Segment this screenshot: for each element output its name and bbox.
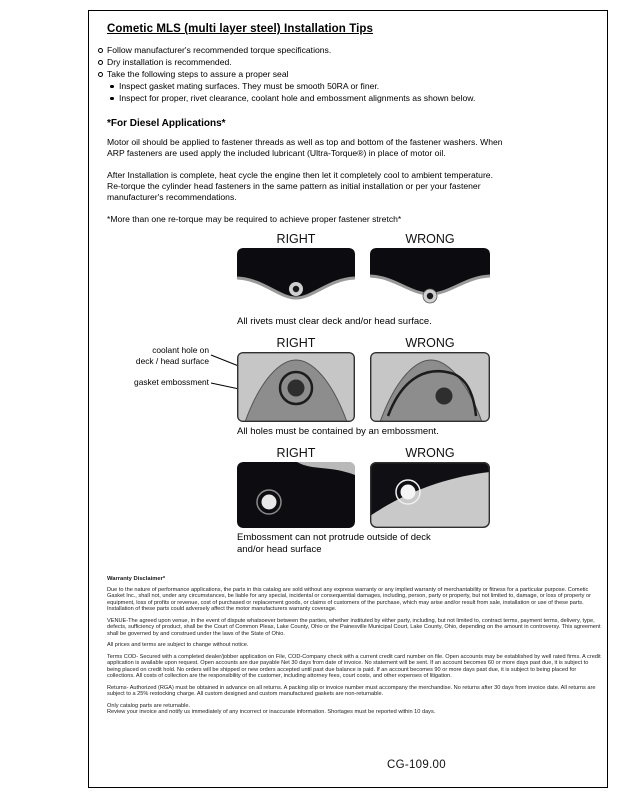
legal-paragraph: VENUE-The agreed upon venue, in the event of dispute whatsoever between the parties, whether instituted by either party, including, but not limited to, contract terms, payment terms, delivery, type, defects, sufficiency of product, shall be the Court of Common Pleas, Lake County, Ohio or the Painesville Municipal Court, Lake County, Ohio, depending on the amount in controversy. This agreement shall be governed by and construed under the laws of the State of Ohio. xyxy=(107,617,601,637)
protrusion-wrong-photo xyxy=(370,462,490,528)
coolant-callout-line2: deck / head surface xyxy=(135,355,209,366)
embossment-wrong-illustration xyxy=(370,352,490,422)
retorque-note: *More than one re-torque may be required to achieve proper fastener stretch* xyxy=(107,214,402,224)
right-label: RIGHT xyxy=(276,446,316,460)
protrusion-right-illustration xyxy=(237,462,355,528)
rivet-right-illustration xyxy=(237,248,355,312)
catalog-page-number: CG-109.00 xyxy=(387,759,446,771)
right-label: RIGHT xyxy=(276,232,316,246)
embossment-caption: All holes must be contained by an embossment. xyxy=(237,426,439,437)
coolant-hole-callout xyxy=(105,345,209,366)
protrusion-right-photo xyxy=(237,462,355,528)
legal-paragraph: All prices and terms are subject to change without notice. xyxy=(107,642,249,648)
wrong-label: WRONG xyxy=(405,336,455,350)
embossment-right-illustration xyxy=(237,352,355,422)
coolant-callout-line1: coolant hole on xyxy=(152,345,209,355)
gasket-embossment-callout: gasket embossment xyxy=(134,377,209,387)
rivet-wrong-illustration xyxy=(370,248,490,312)
tip-text: Inspect gasket mating surfaces. They must be smooth 50RA or finer. xyxy=(119,81,380,91)
warranty-disclaimer-heading: Warranty Disclaimer* xyxy=(107,576,166,582)
rivet-clearance-wrong-photo xyxy=(370,248,490,312)
legal-section xyxy=(107,576,601,721)
tip-text: Inspect for proper, rivet clearance, coolant hole and embossment alignments as shown below. xyxy=(119,93,476,103)
legal-paragraph: Only catalog parts are returnable. xyxy=(107,702,191,709)
protrusion-wrong-illustration xyxy=(370,462,490,528)
wrong-label: WRONG xyxy=(405,232,455,246)
rivet-clearance-right-photo xyxy=(237,248,355,312)
diesel-paragraph: Motor oil should be applied to fastener threads as well as top and bottom of the fastener washers. When ARP fasteners are used apply the included lubricant (Ultra-Torque®) in place of motor oil. xyxy=(107,137,503,158)
legal-paragraph: Due to the nature of performance applications, the parts in this catalog are sold without any express warranty or any implied warranty of merchantability or fitness for a particular purpose. Cometic Gasket Inc., shall not, under any circumstances, be liable for any special, incidental or consequential damages, including, person, party or property, but not limited to, damage, or loss of property or equipment, loss of profits or revenue, cost of purchased or replacement goods, or claims of customers of the purchase, which may arise and/or result from sale, installation or use of these parts. Installation of these parts could adversely affect the motor manufacturers warranty coverage. xyxy=(107,586,592,612)
legal-paragraph: Review your invoice and notify us immediately of any incorrect or inaccurate information. Shortages must be reported within 10 days. xyxy=(107,709,436,715)
legal-paragraph: Returns- Authorized (RGA) must be obtained in advance on all returns. A packing slip or invoice number must accompany the merchandise. No returns after 30 days from invoice date. All returns are subject to a 25% restocking charge. All custom designed and custom manufactured gaskets are non-returnable. xyxy=(107,684,596,697)
page-title: Cometic MLS (multi layer steel) Installation Tips xyxy=(107,23,374,35)
wrong-label: WRONG xyxy=(405,446,455,460)
embossment-wrong-photo xyxy=(370,352,490,422)
diesel-applications-heading: *For Diesel Applications* xyxy=(107,118,226,129)
tip-text: Take the following steps to assure a proper seal xyxy=(107,69,289,79)
diesel-paragraph: After Installation is complete, heat cycle the engine then let it completely cool to ambient temperature. Re-torque the cylinder head fasteners in the same pattern as initial installation or per your fastener manufacturer's recommendations. xyxy=(107,170,493,202)
right-label: RIGHT xyxy=(276,336,316,350)
tip-text: Dry installation is recommended. xyxy=(107,57,232,67)
rivet-caption: All rivets must clear deck and/or head surface. xyxy=(237,316,432,327)
tip-text: Follow manufacturer's recommended torque specifications. xyxy=(107,45,332,55)
protrusion-caption: Embossment can not protrude outside of deck and/or head surface xyxy=(237,532,431,555)
document-frame xyxy=(88,10,608,788)
legal-paragraph: Terms COD- Secured with a completed dealer/jobber application on File, COD-Company check with a current credit card number on file. Open accounts may be established by well rated firms. A credit application is available upon request. Open accounts are due payable Net 30 days from date of invoice. No statement will be sent. If an account becomes 60 or more days past due, it is subject to being placed on credit hold. No orders will be shipped or new orders accepted until past due balance is paid. If an account becomes 90 or more days past due, it is subject to being placed for collections. All costs of collection are the responsibility of the customer, including attorney fees, court costs, and other expenses of litigation. xyxy=(107,653,601,679)
embossment-right-photo xyxy=(237,352,355,422)
